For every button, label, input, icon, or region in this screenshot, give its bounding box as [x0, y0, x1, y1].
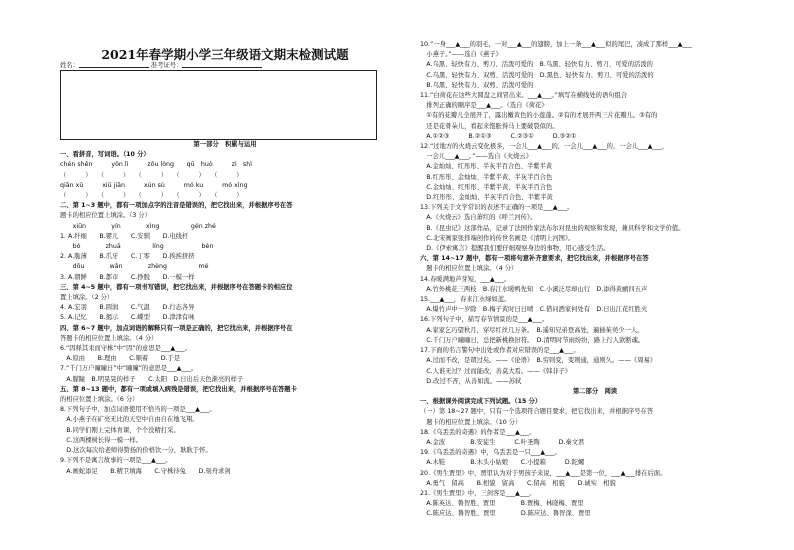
left-line: 三、第 4~5 题中，都有一项书写错误，把它找出来，并根据序号在答题卡的相应位: [60, 283, 293, 291]
left-line: 第一部分 积累与运用: [193, 141, 257, 148]
right-line: 12.“过地方的火烧云变化极多，一会儿___▲___的，一会儿___▲___的，一会儿___▲___，: [420, 143, 669, 151]
right-line: 题卡的相应位置上填涂。（4 分）: [420, 265, 518, 273]
right-line: C.乌黑、轻快有力、双剪、活泼可爱的 D.黑色、轻快有力、剪刀、可爱的活泼的: [420, 71, 654, 79]
right-line: 18.《乌丢丢的奇遇》的作者是___▲___。: [420, 428, 536, 436]
right-line: 一、根据课外阅读完成下列试题。（15 分）: [420, 398, 542, 406]
right-line: A.过而不改，是谓过矣。——《论语》 B.穷则变，变则通，通则久。——《周易》: [420, 357, 657, 365]
left-line: 的相应位置上填涂。（6 分）: [60, 396, 139, 404]
right-line: 15.___▲___，春来江水绿如蓝。: [420, 296, 511, 304]
right-line: （一）第 18~27 题中，只有一个选项符合题目要求，把它找出来，并根据序号在答: [420, 408, 654, 416]
left-line: B.同学们刚上完体育课，个个没精打采。: [60, 426, 180, 434]
right-line: B.乌黑、轻快有力、双剪、活泼可爱的: [420, 81, 534, 89]
left-line: 3. A.朝鲜 B.都市 C.挣脱 D.一模一样: [60, 273, 195, 281]
right-line: 一会儿___▲___。”——选自《火烧云》: [420, 153, 533, 161]
left-line: 2. A.脆薄 B.爪牙 C.丁零 D.挨挨挤挤: [60, 253, 195, 261]
right-line: 20.《男生贾里》中，贾里认为对于男孩子来说，___▲___是第一位，___▲___排在后面。: [420, 469, 667, 477]
left-line: A.画蛇添足 B.精卫填海 C.守株待兔 D.刻舟求剑: [60, 467, 231, 475]
left-line: 8.下列句子中，加点词语使用不恰当的一项是___▲___。: [60, 406, 216, 414]
right-line: D.《伊索寓言》提醒我们要仔细观察身边的事物，用心感受生活。: [420, 245, 610, 253]
right-line: A.金灿灿、红彤彤、半灰半百合色、半紫半黄: [420, 163, 553, 171]
right-line: 14.春暖满地芦芽短，___▲___。: [420, 275, 511, 283]
right-line: A.竹外桃花三两枝 B.春江水暖鸭先知 C.小溪泛尽却山行 D.添得黄鹂四五声: [420, 285, 648, 293]
left-line: （ ） （ ） （ ） （ ） （ ）: [60, 192, 243, 200]
right-line: 11.“白荷花在这些大圆盘之间冒出来。___▲___。”填写在横线处的语句组合: [420, 92, 628, 100]
name-label: 姓名：: [60, 62, 79, 69]
right-line: A.陈英达、鲁智胜、贾里 B.贾梅、林晓梅、贾里: [420, 500, 584, 508]
right-line: A.金波 B.安徒生 C.叶圣陶 D.秦文君: [420, 438, 585, 446]
right-line: 19.《乌丢丢的奇遇》中，乌丢丢是一只___▲___。: [420, 449, 561, 457]
left-line: xiūn yín xìng gén zhé: [60, 222, 216, 230]
right-line: A.乌黑、轻快有力、剪刀、活泼可爱的 B.乌黑、轻快有力、剪刀、可爱的活泼的: [420, 61, 653, 69]
left-line: qiān xū xiū jiān xún sù mó ku mó xìng: [60, 181, 248, 189]
left-line: 题卡的相应位置上填涂。（3 分）: [60, 212, 152, 220]
right-line: 17.下面的名言警句中出处或作者对应错误的是___▲___。: [420, 347, 580, 355]
right-line: A.家家乞巧望秋月，穿尽红丝几万条。 B.遥知兄弟登高处，遍插茱萸少一人。: [420, 326, 644, 334]
right-line: C.人谁无过？过而能改，善莫大焉。——《韩非子》: [420, 367, 572, 375]
right-line: 16.下列句子中，描写春节情景的是___▲___。: [420, 316, 549, 324]
left-line: D.这次每次给老师得赞扬的价格饮一分，耿耿于怀。: [60, 447, 212, 455]
right-line: C.千门万户曈曈日，总把新桃换旧符。 D.清明时节雨纷纷，路上行人欲断魂。: [420, 336, 645, 344]
left-line: 5. A.记忆 B.揭示 C.蝶型 D.津津有味: [60, 314, 195, 322]
left-line: 一、看拼音，写词语。（10 分）: [60, 151, 150, 159]
left-line: A.小燕子在矿亮无比的天空中自由自在地飞翔。: [60, 416, 199, 424]
right-line: 13.下列关于文学常识的表述不正确的一项是___▲___。: [420, 204, 574, 212]
right-line: D.改过不吝，从善如流。——苏轼: [420, 377, 522, 385]
right-line: 题卡的相应位置上填涂。（10 分）: [420, 418, 522, 426]
left-line: 二、第 1~3 题中，都有一项加点字的注音是错误的，把它找出来，并根据序号在答: [60, 202, 293, 210]
right-line: A.木鞋 B.木头小姑娘 C.小提箱 D.陀螺: [420, 459, 585, 467]
left-line: dōu wǎn zhèng mé: [60, 263, 209, 271]
right-line: ①有的花瓣儿全展开了，露出嫩黄色的小莲蓬。②有的才展开两三片花瓣儿。③有的: [420, 112, 658, 120]
left-line: A.朦瞳 B.明晃晃的样子 C.太阳 D.日出后天色渐亮的样子: [60, 375, 244, 383]
left-line: 6.“因释其耒而守株”中“因”的意思是___▲___。: [60, 345, 191, 353]
right-line: 小燕子。”——选自《燕子》: [420, 51, 502, 59]
left-line: （ ） （ ） （ ） （ ） （ ）: [60, 171, 243, 179]
right-line: C.陈应达、鲁智胜、贾里 D.陈应达、鲁智深、贾里: [420, 510, 591, 518]
right-line: A.①②③ B.②①③ C.②③① D.③②①: [420, 132, 577, 140]
right-line: A.勇气 留高 B.相貌 留高 C.留高 相貌 D.诚实 相貌: [420, 479, 616, 487]
left-line: 答题卡的相应位置上填涂。（4 分）: [60, 334, 158, 342]
right-line: C.北宋画家张择端创作的传世名画是《清明上河图》。: [420, 234, 575, 242]
right-line: 排列正确的顺序是___▲___。（选自《荷花》: [420, 102, 548, 110]
right-column: [420, 40, 770, 520]
right-line: 第二部分 阅读: [572, 387, 618, 395]
ticket-label: 准考证号：: [150, 62, 183, 69]
right-line: 21.《男生贾里》中，三剑客是___▲___。: [420, 489, 536, 497]
right-line: 还是花骨朵儿，看起来饱胀得马上要破裂似的。: [420, 122, 559, 130]
left-line: 1. A.纤细 B.婴儿 C.安驯 D.电线杆: [60, 232, 189, 240]
left-line: chén shēn yōn lì zōu lòng qū huò zì shì: [60, 161, 253, 169]
left-line: 四、第 6~7 题中，加点词语的解释只有一项是正确的，把它找出来，并根据序号在: [60, 324, 293, 332]
right-line: A.《火烧云》选自萧红的《呼兰河传》。: [420, 214, 537, 222]
left-line: bó zhuā líng bèn: [60, 243, 214, 251]
ticket-field[interactable]: [182, 60, 262, 68]
left-line: C.这两棵树长得一模一样。: [60, 436, 142, 444]
right-line: 10.“一身___▲___的羽毛，一对___▲___的翅膀，加上一条___▲___似的尾巴，凑成了那样___▲___: [420, 41, 692, 48]
score-box: [60, 70, 377, 140]
left-line: 置上填涂。（2 分）: [60, 294, 114, 302]
right-line: C.金灿灿、红彤彤、半紫半黄、半灰半百合色: [420, 183, 553, 191]
right-line: D.红彤彤、金灿灿、半灰半百合色、半紫半黄: [420, 194, 553, 202]
left-line: 9.下列不是寓言故事的一项是___▲___。: [60, 457, 172, 465]
left-line: 7.“千门万户曈曈日”中“曈曈”的意思是___▲___。: [60, 365, 198, 373]
right-line: B.《昆虫记》这部作品，记录了法国作家法布尔对昆虫的观察和发现，兼具科学和文学价值。: [420, 224, 685, 232]
left-column: [60, 140, 390, 477]
right-line: B.红彤彤、金灿灿、半紫半黄、半灰半百合色: [420, 173, 553, 181]
name-field[interactable]: [79, 60, 149, 68]
student-info-row: [60, 60, 370, 69]
left-line: A.原由 B.理由 C.顺着 D.于是: [60, 355, 181, 363]
left-line: 五、第 8~13 题中，都有一项或填入病残是错误，把它找出来，并根据序号在答题卡: [60, 385, 297, 393]
right-line: 六、第 14~17 题中，都有一项将句意补齐意要求，把它找出来，并根据序号在答: [420, 255, 649, 263]
right-line: A.爆竹声中一岁除 B.梅子黄时日日晴 C.借问酒家何处有 D.日出江花红胜火: [420, 306, 648, 314]
left-line: 4. A.宏羽 B.圆润 C.气温 D.行态各异: [60, 304, 195, 312]
exam-title: 2021年春学期小学三年级语文期末检测试题: [101, 47, 349, 62]
